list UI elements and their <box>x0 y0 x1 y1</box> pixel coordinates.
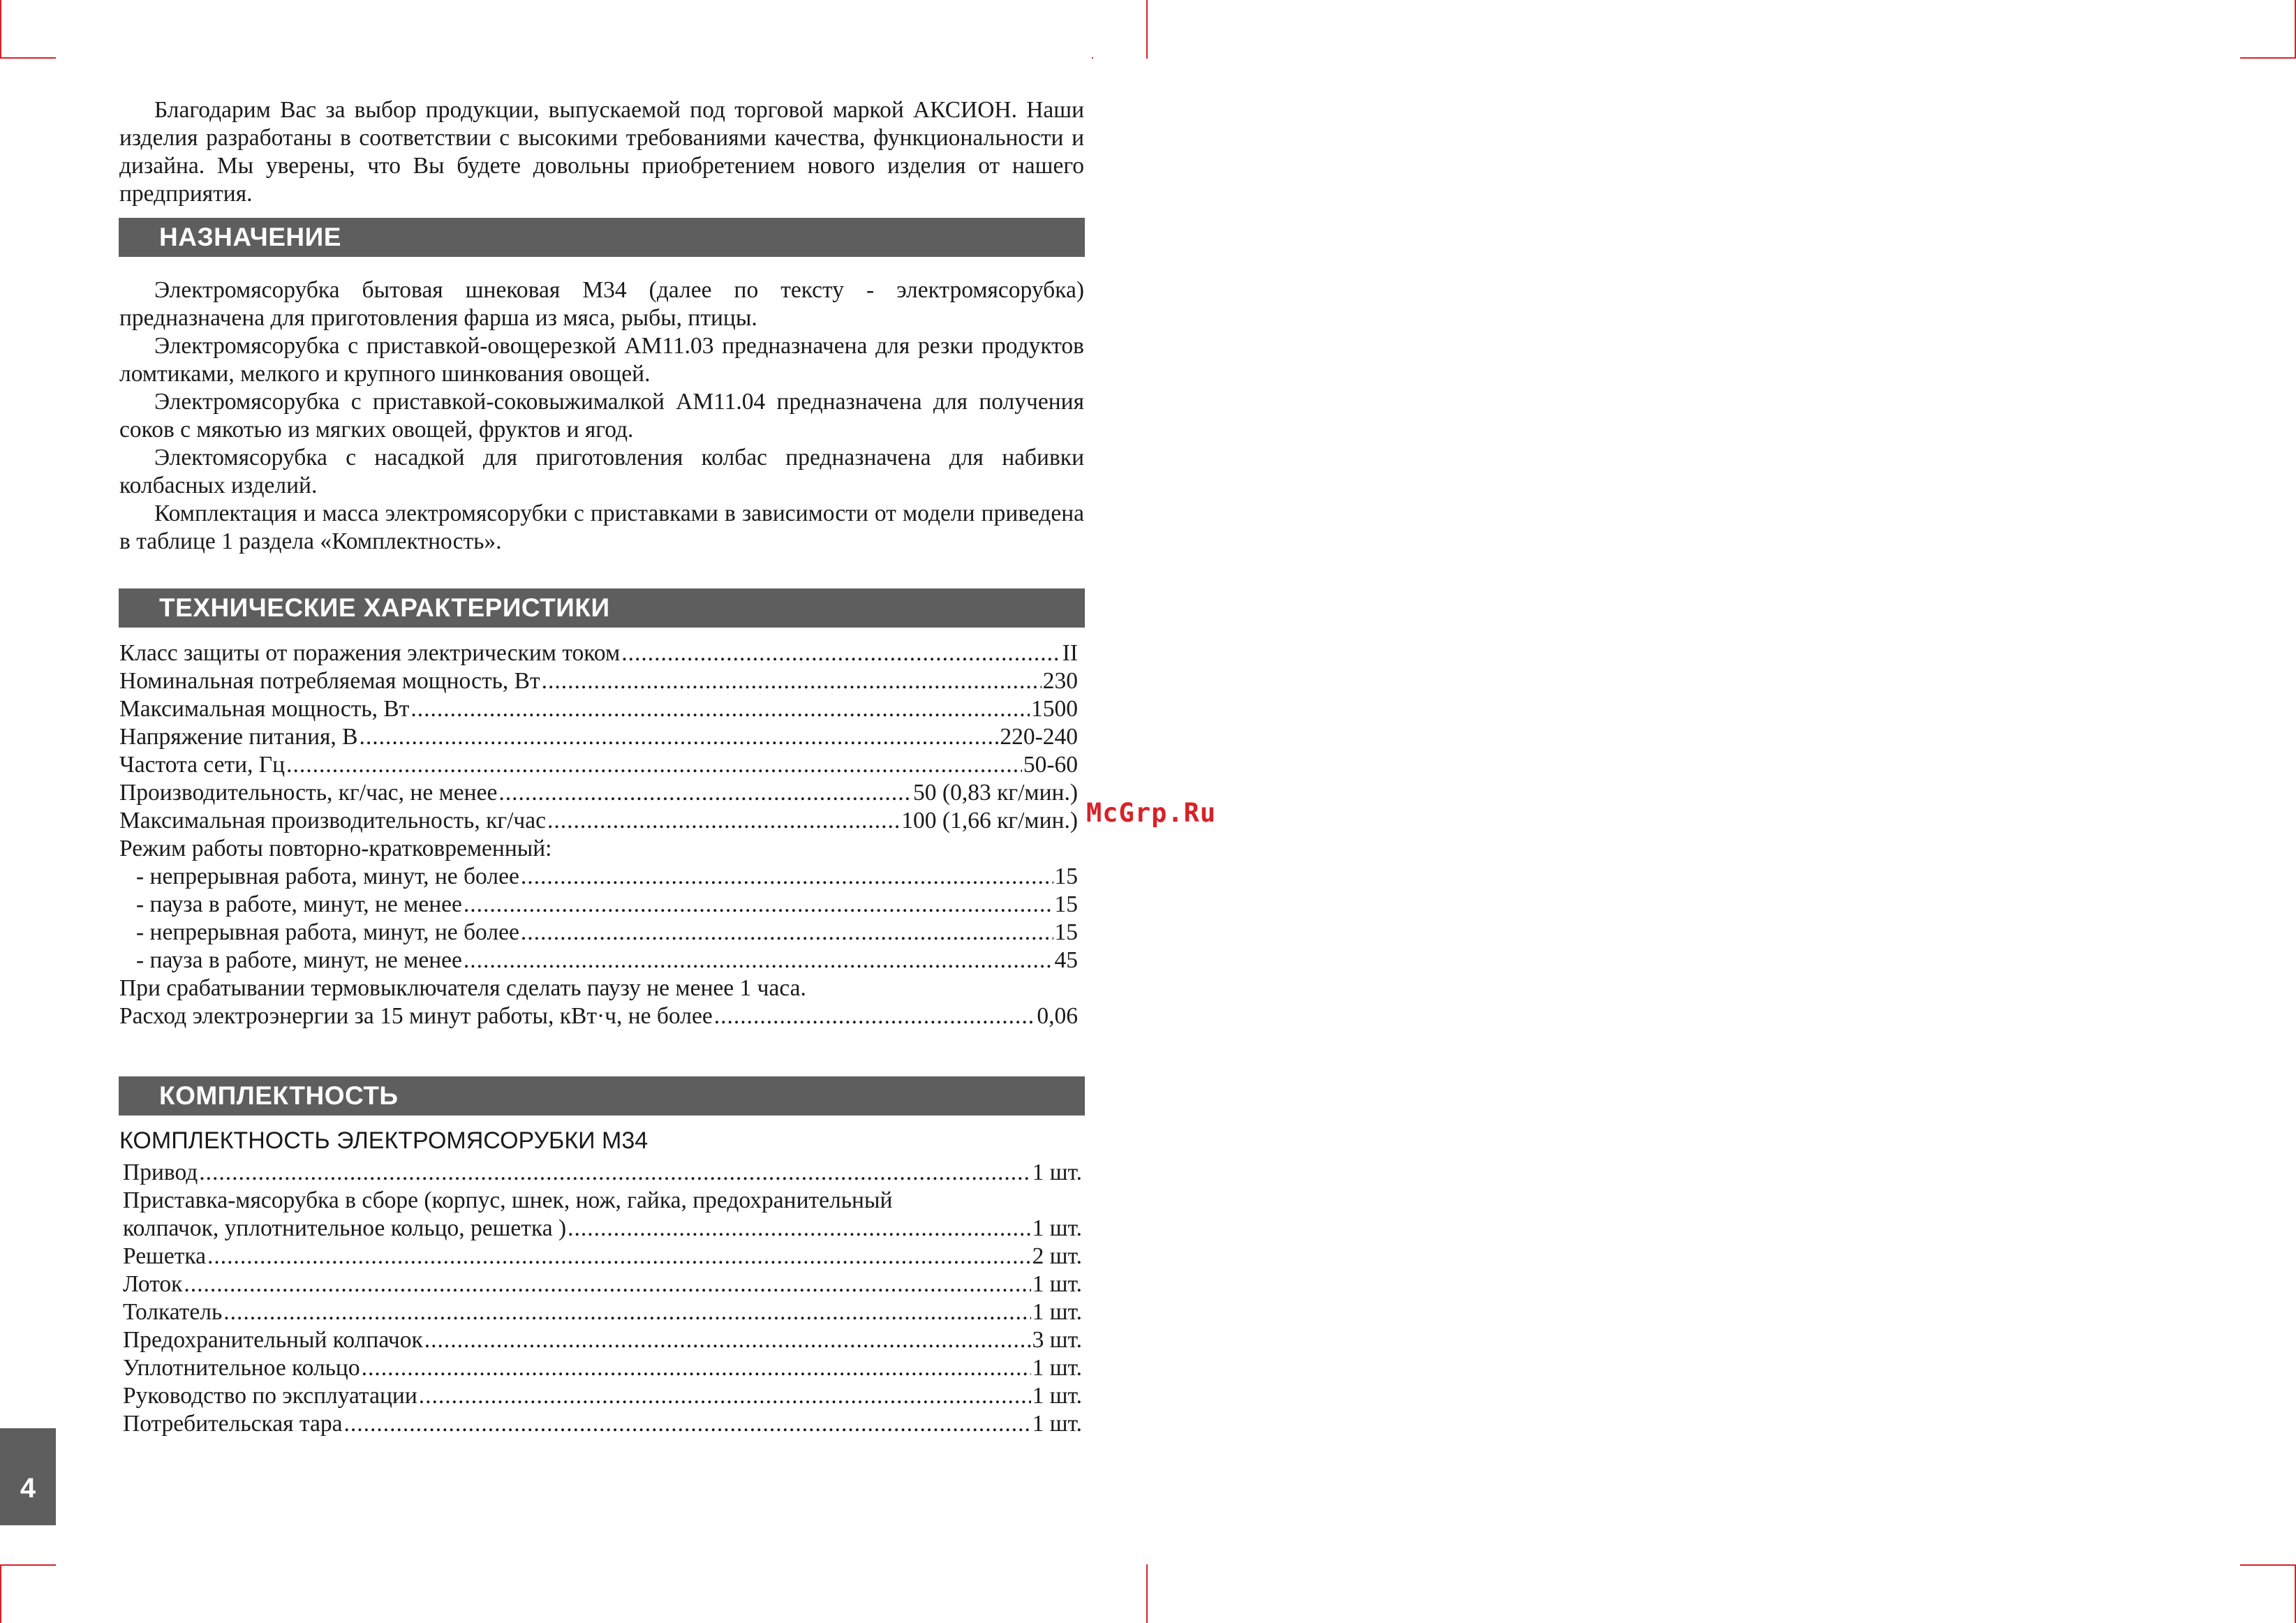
crop-mark <box>0 57 56 59</box>
purpose-paragraph: Электромясорубка с приставкой-соковыжималкой АМ11.04 предназначена для получения соков с мякотью из мягких овощей, фруктов и ягод. <box>119 389 1084 443</box>
kit-label: Уплотнительное кольцо <box>123 1355 360 1381</box>
spec-label: Производительность, кг/час, не менее <box>119 780 498 806</box>
section-header-purpose: НАЗНАЧЕНИЕ <box>119 218 1085 257</box>
mode-value: 45 <box>1054 947 1078 973</box>
leader-dots <box>464 947 1053 974</box>
energy-row <box>119 1002 1078 1030</box>
spec-row <box>119 639 1078 667</box>
mode-label: - пауза в работе, минут, не менее <box>136 947 462 973</box>
kit-row <box>123 1410 1082 1438</box>
kit-value: 1 шт. <box>1032 1271 1082 1297</box>
watermark-text: McGrp.Ru <box>1086 798 1217 828</box>
kit-label: Привод <box>123 1159 198 1185</box>
spec-label: Номинальная потребляемая мощность, Вт <box>119 668 540 694</box>
leader-dots <box>286 751 1022 779</box>
kit-row <box>123 1215 1082 1243</box>
kit-row <box>123 1270 1082 1298</box>
spec-label: Максимальная производительность, кг/час <box>119 808 546 833</box>
spec-row <box>119 779 1078 807</box>
mode-value: 15 <box>1054 864 1078 889</box>
crop-mark <box>0 0 1 59</box>
intro-paragraph: Благодарим Вас за выбор продукции, выпускаемой под торговой маркой АКСИОН. Наши изделия разработаны в соответствии с высокими требованиями качества, функциональности и дизайна. Мы уверены, что Вы будете довольны приобретением нового изделия от нашего предприятия. <box>119 97 1084 207</box>
section-header-kit: КОМПЛЕКТНОСТЬ <box>119 1076 1085 1116</box>
crop-mark <box>1092 57 1093 59</box>
kit-row <box>123 1354 1082 1382</box>
leader-dots <box>419 1382 1031 1410</box>
spec-value: II <box>1062 640 1078 666</box>
mode-row <box>119 863 1078 891</box>
mode-label: - пауза в работе, минут, не менее <box>136 891 462 917</box>
spec-label: Частота сети, Гц <box>119 752 286 778</box>
section-header-specs: ТЕХНИЧЕСКИЕ ХАРАКТЕРИСТИКИ <box>119 588 1085 628</box>
leader-dots <box>343 1410 1030 1438</box>
kit-label: Лоток <box>123 1271 183 1297</box>
purpose-paragraph: Электромясорубка бытовая шнековая М34 (далее по тексту - электромясорубка) предназначена для приготовления фарша из мяса, рыбы, птицы. <box>119 277 1084 331</box>
page-number-tab <box>0 1428 56 1525</box>
spec-row <box>119 751 1078 779</box>
leader-dots <box>360 723 999 751</box>
kit-row <box>123 1326 1082 1354</box>
mode-row <box>119 891 1078 919</box>
purpose-text <box>119 276 1084 556</box>
crop-mark <box>0 1564 56 1566</box>
kit-value: 1 шт. <box>1032 1355 1082 1381</box>
spec-row <box>119 695 1078 723</box>
purpose-paragraph: Электомясорубка с насадкой для приготовления колбас предназначена для набивки колбасных изделий. <box>119 445 1084 498</box>
spec-value: 230 <box>1042 668 1078 694</box>
spec-row <box>119 667 1078 695</box>
kit-label: колпачок, уплотнительное кольцо, решетка ) <box>123 1215 567 1241</box>
kit-value: 2 шт. <box>1032 1243 1082 1269</box>
kit-label: Руководство по эксплуатации <box>123 1383 417 1409</box>
mode-value: 15 <box>1054 919 1078 945</box>
page-number: 4 <box>20 1473 36 1504</box>
spec-label: Напряжение питания, В <box>119 724 358 750</box>
purpose-paragraph: Электромясорубка с приставкой-овощерезкой АМ11.03 предназначена для резки продуктов ломтиками, мелкого и крупного шинкования овощей. <box>119 333 1084 387</box>
kit-row <box>123 1187 1082 1215</box>
spec-row <box>119 723 1078 751</box>
kit-value: 1 шт. <box>1032 1411 1082 1437</box>
spec-row <box>119 807 1078 835</box>
energy-label: Расход электроэнергии за 15 минут работы, кВт·ч, не более <box>119 1003 713 1029</box>
intro-block <box>119 96 1084 208</box>
spec-value: 100 (1,66 кг/мин.) <box>901 808 1078 833</box>
leader-dots <box>521 863 1053 891</box>
crop-mark <box>2240 1564 2296 1566</box>
kit-row <box>123 1298 1082 1326</box>
leader-dots <box>184 1270 1030 1298</box>
kit-list <box>123 1159 1082 1438</box>
kit-label: Потребительская тара <box>123 1411 343 1437</box>
leader-dots <box>464 891 1053 919</box>
crop-mark <box>2240 57 2296 59</box>
specs-list <box>119 639 1078 1030</box>
leader-dots <box>410 695 1030 723</box>
kit-row <box>123 1159 1082 1187</box>
purpose-paragraph: Комплектация и масса электромясорубки с приставками в зависимости от модели приведена в таблице 1 раздела «Комплектность». <box>119 501 1084 554</box>
kit-value: 1 шт. <box>1032 1215 1082 1241</box>
crop-mark <box>1146 0 1148 59</box>
leader-dots <box>199 1159 1030 1187</box>
crop-mark <box>0 1564 1 1623</box>
mode-row <box>119 947 1078 974</box>
kit-value: 1 шт. <box>1032 1383 1082 1409</box>
leader-dots <box>207 1243 1031 1270</box>
leader-dots <box>621 639 1061 667</box>
leader-dots <box>542 667 1042 695</box>
kit-label: Приставка-мясорубка в сборе (корпус, шнек, нож, гайка, предохранительный <box>123 1187 893 1213</box>
kit-subtitle: КОМПЛЕКТНОСТЬ ЭЛЕКТРОМЯСОРУБКИ М34 <box>119 1127 649 1154</box>
leader-dots <box>498 779 912 807</box>
leader-dots <box>547 807 900 835</box>
spec-value: 1500 <box>1031 696 1078 722</box>
leader-dots <box>362 1354 1031 1382</box>
kit-value: 1 шт. <box>1032 1299 1082 1325</box>
crop-mark <box>1146 1564 1148 1623</box>
mode-label: - непрерывная работа, минут, не более <box>136 864 519 889</box>
kit-row <box>123 1382 1082 1410</box>
mode-title: Режим работы повторно-кратковременный: <box>119 836 552 861</box>
leader-dots <box>223 1298 1030 1326</box>
kit-label: Толкатель <box>123 1299 223 1325</box>
energy-value: 0,06 <box>1037 1003 1078 1029</box>
kit-row <box>123 1243 1082 1270</box>
leader-dots <box>521 919 1053 947</box>
kit-value: 1 шт. <box>1032 1159 1082 1185</box>
kit-value: 3 шт. <box>1032 1327 1082 1353</box>
spec-label: Максимальная мощность, Вт <box>119 696 410 722</box>
spec-value: 50-60 <box>1023 752 1078 778</box>
mode-value: 15 <box>1054 891 1078 917</box>
spec-value: 50 (0,83 кг/мин.) <box>913 780 1078 806</box>
mode-row <box>119 919 1078 947</box>
mode-label: - непрерывная работа, минут, не более <box>136 919 519 945</box>
leader-dots <box>424 1326 1031 1354</box>
leader-dots <box>714 1002 1036 1030</box>
leader-dots <box>568 1215 1030 1243</box>
spec-label: Класс защиты от поражения электрическим током <box>119 640 621 666</box>
kit-label: Предохранительный колпачок <box>123 1327 423 1353</box>
spec-value: 220-240 <box>1000 724 1078 750</box>
kit-label: Решетка <box>123 1243 207 1269</box>
thermo-note: При срабатывании термовыключателя сделать паузу не менее 1 часа. <box>119 975 806 1001</box>
